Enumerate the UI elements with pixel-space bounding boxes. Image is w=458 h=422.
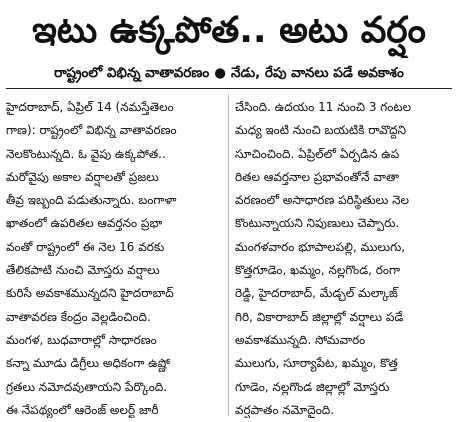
- article-line: వంతో రాష్ట్రంలో ఈ నెల 16 వరకు: [6, 239, 165, 254]
- article-line: మధ్య ఇంటి నుంచి బయటికి రావొద్దని: [235, 123, 407, 138]
- article-line: మంగళవారం భూపాలపల్లి, ములుగు,: [235, 239, 406, 254]
- article-line: కురిసే అవకాశమున్నదని హైదరాబాద్: [6, 286, 174, 301]
- article-line: నెలకొంటున్నది. ఓ వైపు ఉక్కపోత..: [6, 146, 166, 161]
- article-left-column: [6, 96, 222, 418]
- article-line: మరోవైపు అకాల వర్షాలతో ప్రజలు: [6, 169, 159, 184]
- article-line: చేసింది. ఉదయం 11 నుంచి 3 గంటల: [235, 100, 412, 114]
- article-line: తేలికపాటి నుంచి మోస్తరు వర్షాలు: [6, 263, 160, 278]
- article-line: హైదరాబాద్, ఏప్రిల్ 14 (నమస్తేతెలం: [6, 100, 174, 114]
- subheadline: [6, 62, 452, 84]
- article-line: కొత్తగూడెం, ఖమ్మం, నల్లగొండ, రంగా: [235, 263, 401, 278]
- article-line: సూచించింది. ఏప్రిల్‌లో ఏర్పడిన ఉప: [235, 146, 400, 161]
- column-divider: [228, 94, 229, 416]
- article-line: గిరి, వికారాబాద్ జిల్లాల్లో వర్షాలు పడే: [235, 309, 404, 324]
- article-line: వర్షపాతం నమోదైంది.: [235, 402, 335, 417]
- article-line: ములుగు, సూర్యాపేట, ఖమ్మం, కొత్త: [235, 356, 398, 371]
- article-line: వాతావరణ కేంద్రం వెల్లడించింది.: [6, 309, 151, 324]
- headline: ఇటు ఉక్కపోత.. అటు వర్షం: [32, 10, 426, 51]
- article-line: గూడెం, నల్లగొండ జిల్లాల్లో మోస్తరు: [235, 379, 390, 394]
- article-right-column: [235, 96, 451, 418]
- article-line: గ్రతలు నమోదవుతాయని పేర్కొంది.: [6, 379, 168, 394]
- article-line: మంగళ, బుధవారాల్లో సాధారణం: [6, 332, 157, 347]
- article-line: రితల ఆవర్తనాల ప్రభావంతోనే వాతా: [235, 169, 400, 184]
- article-line: ఖాతంలో ఉపరితల ఆవర్తనం ప్రభా: [6, 216, 163, 231]
- article-line: రెడ్డి, హైదరాబాద్, మేడ్చల్ మల్కాజ్: [235, 286, 398, 301]
- article-line: కొంటున్నాయని నిపుణులు చెప్పారు.: [235, 216, 400, 231]
- header-divider: [6, 88, 452, 89]
- article-line: తీవ్ర ఇబ్బంది పడుతున్నారు. బంగాళా: [6, 193, 177, 208]
- subhead-bullet: ●: [214, 65, 226, 81]
- article-line: అవకాశమున్నది. సోమవారం: [235, 332, 366, 347]
- article-line: వరణంలో అసాధారణ పరిస్థితులు నెల: [235, 193, 410, 208]
- subhead-part-2: నేడు, రేపు వానలు పడే అవకాశం: [231, 65, 404, 81]
- article-line: కన్నా మూడు డిగ్రీలు అధికంగా ఉష్ణో: [6, 356, 170, 371]
- subhead-part-1: రాష్ట్రంలో విభిన్న వాతావరణం: [54, 65, 210, 81]
- article-line: గాణ): రాష్ట్రంలో విభిన్న వాతావరణం: [6, 123, 177, 138]
- article-line: ఈ నేపథ్యంలో ఆరెంజ్ అలర్ట్ జారీ: [6, 402, 159, 417]
